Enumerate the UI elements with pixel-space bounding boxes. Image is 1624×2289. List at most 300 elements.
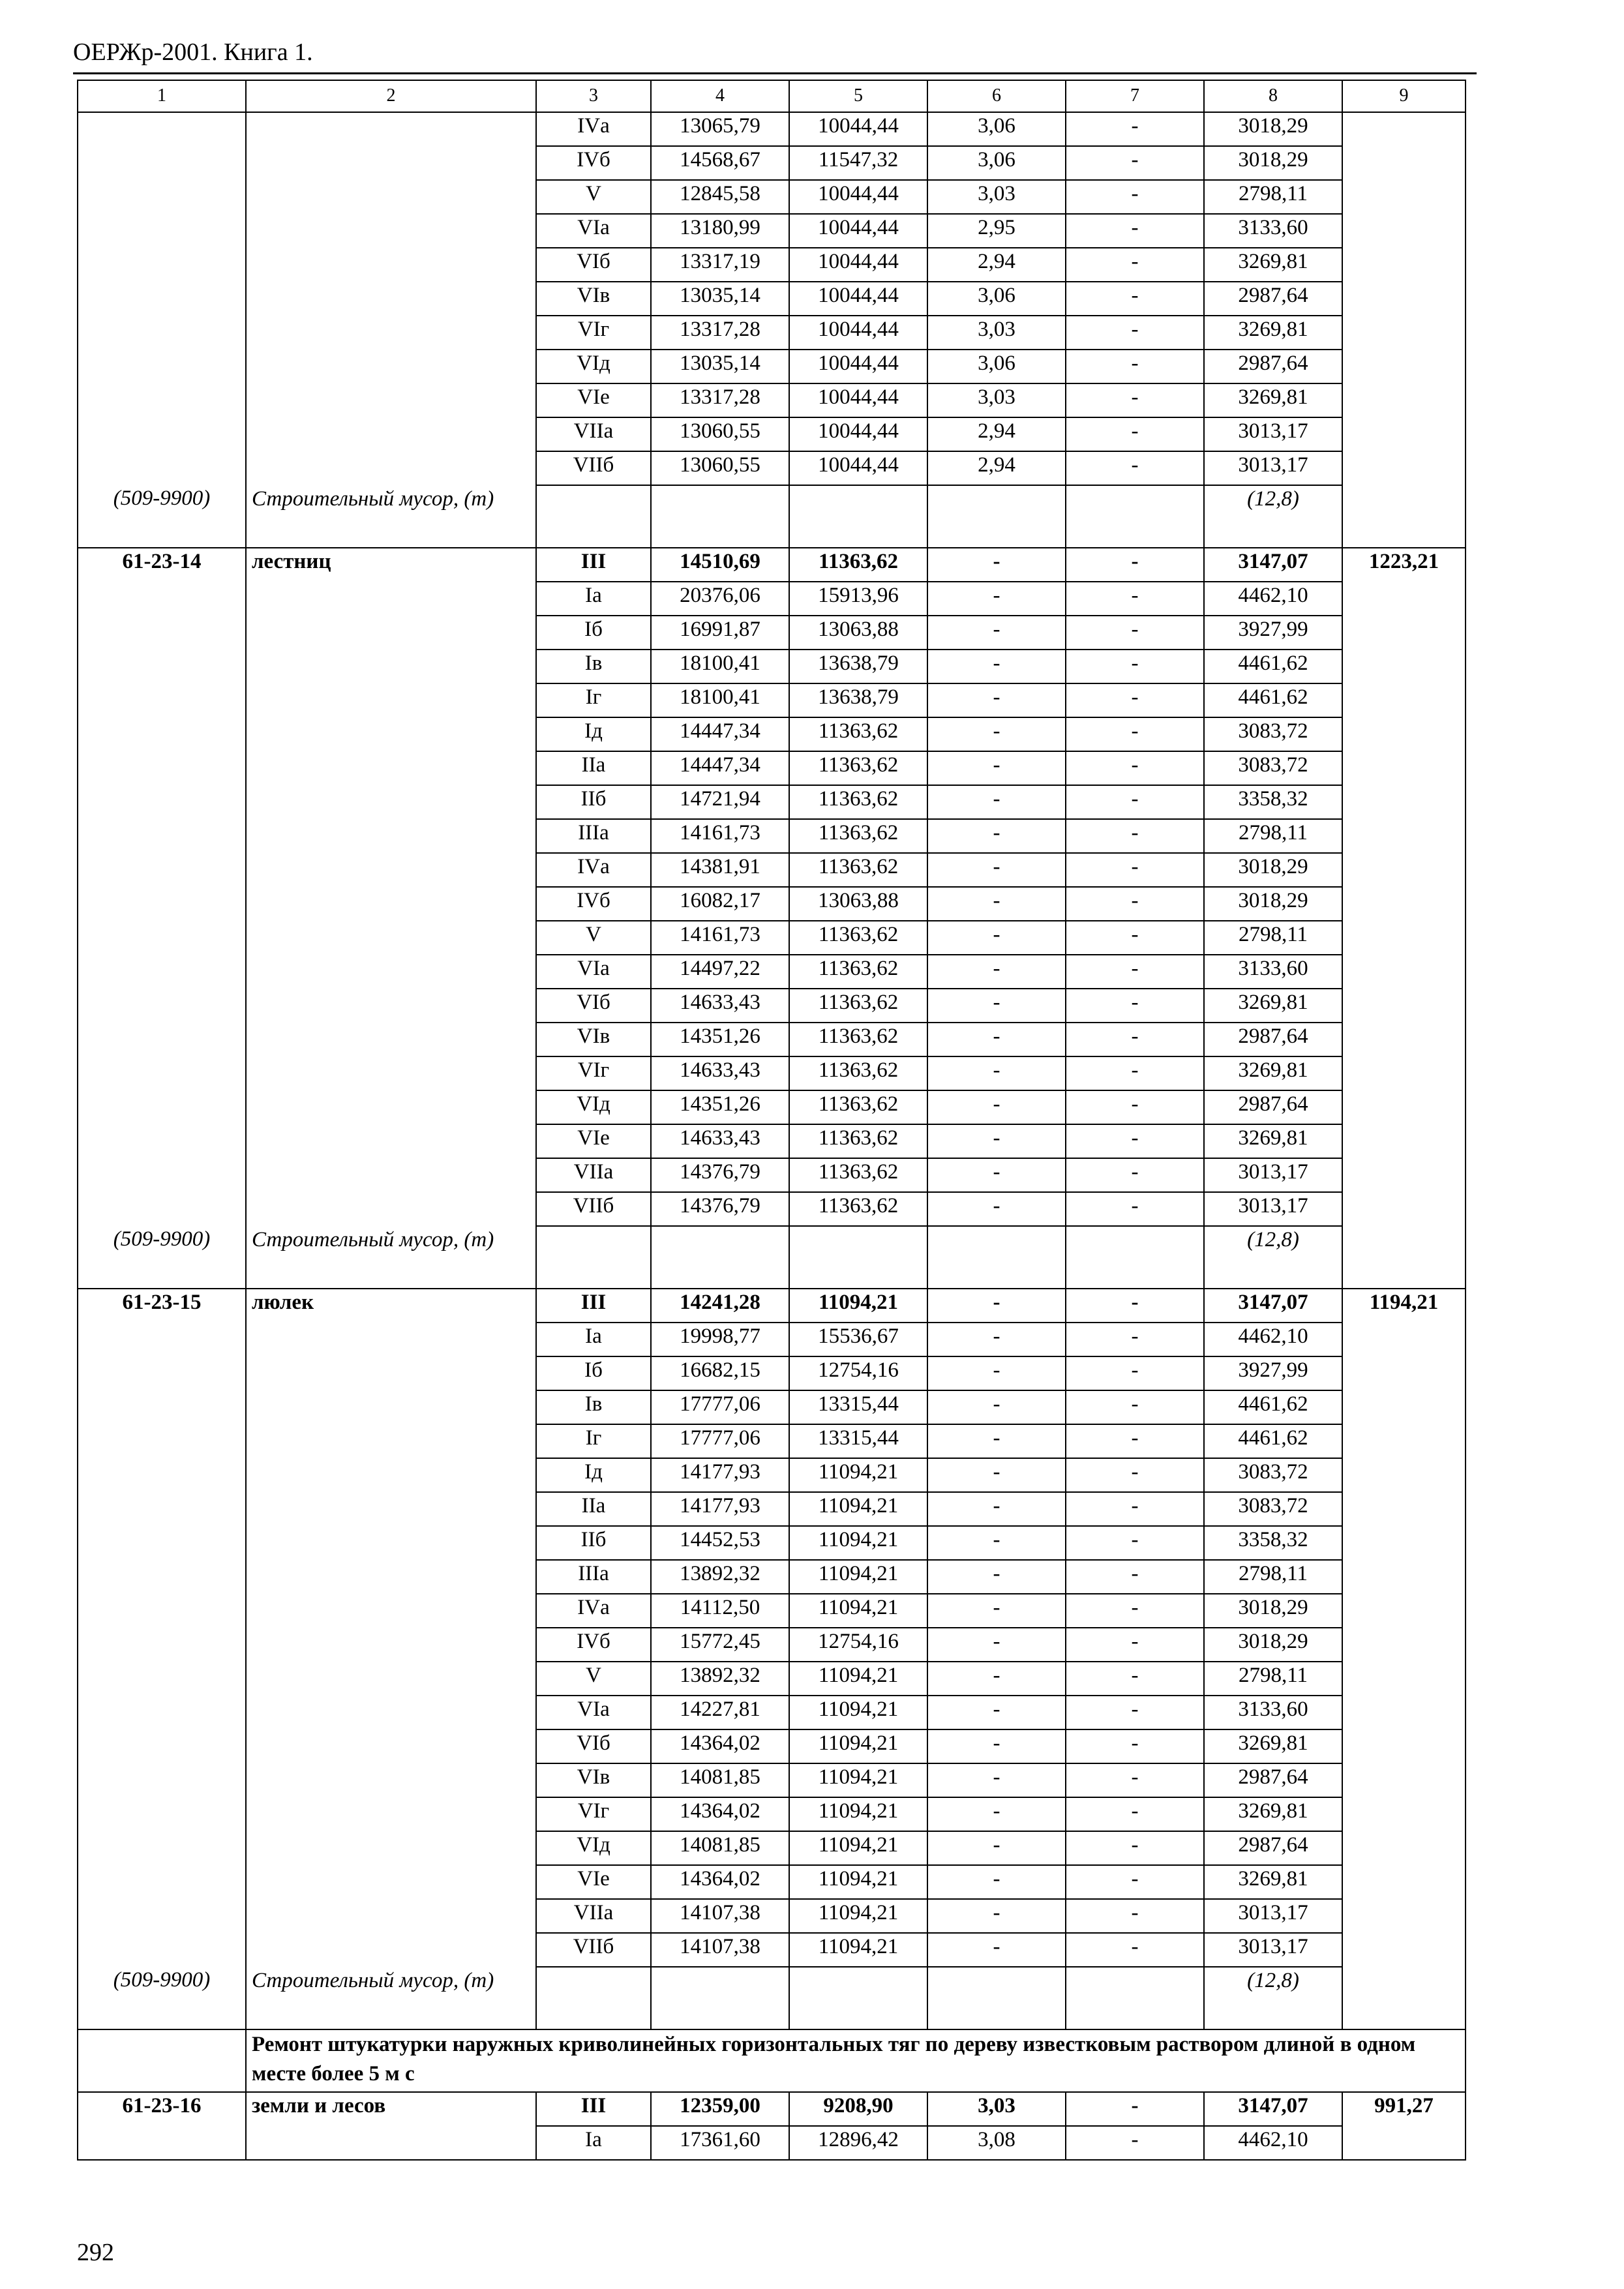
group-first-row xyxy=(78,2092,1466,2126)
cell-col-3: IIа xyxy=(536,1492,651,1526)
cell-col-5: 13063,88 xyxy=(789,887,927,921)
cell-col-6: 3,06 xyxy=(927,350,1066,383)
cell-col-7: - xyxy=(1066,146,1204,180)
cell-col-8: 3927,99 xyxy=(1204,1356,1342,1390)
cell-col-7: - xyxy=(1066,2092,1204,2126)
cell-col-7: - xyxy=(1066,785,1204,819)
cell-col-7: - xyxy=(1066,451,1204,485)
cell-col-3: VIг xyxy=(536,1797,651,1831)
cell-col-7: - xyxy=(1066,1424,1204,1458)
cell-col-8: 2987,64 xyxy=(1204,350,1342,383)
cell-col-6: 2,95 xyxy=(927,214,1066,248)
cell-col-7: - xyxy=(1066,316,1204,350)
cell-col-5: 11363,62 xyxy=(789,819,927,853)
cell-col-8: 2987,64 xyxy=(1204,1763,1342,1797)
debris-row xyxy=(78,485,1466,548)
cell-col-5: 10044,44 xyxy=(789,417,927,451)
cell-col-5: 15913,96 xyxy=(789,582,927,616)
debris-name: Строительный мусор, (т) xyxy=(246,485,536,548)
group-first-row xyxy=(78,1289,1466,1323)
cell-col-4: 14447,34 xyxy=(651,717,789,751)
cell-col-4: 14161,73 xyxy=(651,819,789,853)
cell-col-8: 3147,07 xyxy=(1204,1289,1342,1323)
cell-col-8: 3013,17 xyxy=(1204,1158,1342,1192)
cell-col-6: - xyxy=(927,921,1066,955)
cell-col-5: 15536,67 xyxy=(789,1323,927,1356)
cell-col-8: 3013,17 xyxy=(1204,1933,1342,1967)
cell-col-6: - xyxy=(927,1729,1066,1763)
cell-col-7: - xyxy=(1066,887,1204,921)
code-cell xyxy=(78,112,246,485)
cell-col-6: - xyxy=(927,989,1066,1023)
cell-col-4: 13060,55 xyxy=(651,417,789,451)
cell-col-7: - xyxy=(1066,1158,1204,1192)
cell-col-5: 11363,62 xyxy=(789,1023,927,1056)
cell-col-4: 13035,14 xyxy=(651,282,789,316)
cell-col-3: VIг xyxy=(536,316,651,350)
group-first-row xyxy=(78,548,1466,582)
cell-col-3: VIб xyxy=(536,989,651,1023)
cell-col-7: - xyxy=(1066,1696,1204,1729)
cell-col-7: - xyxy=(1066,1865,1204,1899)
cell-col-8: 3269,81 xyxy=(1204,316,1342,350)
cell-col-6: - xyxy=(927,1797,1066,1831)
cell-col-5: 13638,79 xyxy=(789,650,927,683)
section-row xyxy=(78,2029,1466,2092)
total-cell xyxy=(1342,112,1466,548)
cell-col-4: 14177,93 xyxy=(651,1492,789,1526)
cell-col-7: - xyxy=(1066,1899,1204,1933)
cell-col-4: 18100,41 xyxy=(651,650,789,683)
cell-col-4: 14376,79 xyxy=(651,1158,789,1192)
work-name-cell: люлек xyxy=(246,1289,536,1967)
cell-col-4: 16991,87 xyxy=(651,616,789,650)
cell-col-8: 4461,62 xyxy=(1204,683,1342,717)
cell-col-7: - xyxy=(1066,282,1204,316)
cell-col-4: 14497,22 xyxy=(651,955,789,989)
cell-col-8: 3147,07 xyxy=(1204,2092,1342,2126)
cell-col-5: 11094,21 xyxy=(789,1560,927,1594)
cell-col-8: 2987,64 xyxy=(1204,282,1342,316)
cell-col-8: 3013,17 xyxy=(1204,1899,1342,1933)
cell-col-8: 3358,32 xyxy=(1204,785,1342,819)
cell-col-6: - xyxy=(927,717,1066,751)
cell-col-6: - xyxy=(927,582,1066,616)
cell-col-8: 3269,81 xyxy=(1204,248,1342,282)
cell-col-3: III xyxy=(536,2092,651,2126)
work-name-cell: земли и лесов xyxy=(246,2092,536,2160)
cell-col-6: 3,03 xyxy=(927,180,1066,214)
cell-col-5: 10044,44 xyxy=(789,180,927,214)
cell-col-7: - xyxy=(1066,1458,1204,1492)
cell-col-3: VIг xyxy=(536,1056,651,1090)
cell-col-5: 10044,44 xyxy=(789,248,927,282)
cell-col-3: IVб xyxy=(536,1628,651,1662)
cell-col-7: - xyxy=(1066,1390,1204,1424)
cell-col-5: 11094,21 xyxy=(789,1729,927,1763)
cell-col-7: - xyxy=(1066,1492,1204,1526)
cell-col-8: 3133,60 xyxy=(1204,214,1342,248)
cell-col-5: 11094,21 xyxy=(789,1662,927,1696)
cell-col-3: VIа xyxy=(536,955,651,989)
cell-col-3: Iд xyxy=(536,717,651,751)
cell-col-7: - xyxy=(1066,350,1204,383)
cell-col-4: 18100,41 xyxy=(651,683,789,717)
cell-col-6: - xyxy=(927,1158,1066,1192)
cell-col-3: IVб xyxy=(536,887,651,921)
cell-col-5: 10044,44 xyxy=(789,112,927,146)
cell-col-5: 11363,62 xyxy=(789,785,927,819)
cell-col-8: 3133,60 xyxy=(1204,955,1342,989)
cell-col-6: - xyxy=(927,616,1066,650)
cell-col-4: 14161,73 xyxy=(651,921,789,955)
code-cell: 61-23-15 xyxy=(78,1289,246,1967)
cell-col-5 xyxy=(789,1226,927,1289)
cell-col-3: VIв xyxy=(536,1763,651,1797)
cell-col-3: VIд xyxy=(536,1831,651,1865)
cell-col-6: - xyxy=(927,1056,1066,1090)
cell-col-3: IVа xyxy=(536,853,651,887)
cell-col-3: VIд xyxy=(536,350,651,383)
cell-col-5: 11094,21 xyxy=(789,1797,927,1831)
cell-col-3: Iг xyxy=(536,1424,651,1458)
cell-col-3: VIа xyxy=(536,214,651,248)
cell-col-7: - xyxy=(1066,1831,1204,1865)
cell-col-5: 11363,62 xyxy=(789,989,927,1023)
cell-col-8: 3013,17 xyxy=(1204,417,1342,451)
cell-col-3: IIб xyxy=(536,785,651,819)
cell-col-6: - xyxy=(927,1458,1066,1492)
cell-col-5: 11094,21 xyxy=(789,1458,927,1492)
cell-col-5: 11363,62 xyxy=(789,548,927,582)
debris-code: (509-9900) xyxy=(78,1967,246,2029)
cell-col-7: - xyxy=(1066,1023,1204,1056)
column-number: 1 xyxy=(78,80,246,112)
cell-col-4: 17777,06 xyxy=(651,1390,789,1424)
cell-col-8: 3018,29 xyxy=(1204,1628,1342,1662)
cell-col-3: VIIб xyxy=(536,451,651,485)
cell-col-4: 14107,38 xyxy=(651,1899,789,1933)
cell-col-5: 11363,62 xyxy=(789,1192,927,1226)
cell-col-4 xyxy=(651,1226,789,1289)
cell-col-3: V xyxy=(536,180,651,214)
cell-col-8: 3013,17 xyxy=(1204,451,1342,485)
cell-col-5: 10044,44 xyxy=(789,214,927,248)
cell-col-6: 3,03 xyxy=(927,2092,1066,2126)
debris-name: Строительный мусор, (т) xyxy=(246,1226,536,1289)
cell-col-6: - xyxy=(927,1560,1066,1594)
cell-col-4: 17777,06 xyxy=(651,1424,789,1458)
cell-col-3: IVб xyxy=(536,146,651,180)
work-name-cell: лестниц xyxy=(246,548,536,1226)
cell-col-4: 14177,93 xyxy=(651,1458,789,1492)
cell-col-8: 4462,10 xyxy=(1204,582,1342,616)
cell-col-7: - xyxy=(1066,383,1204,417)
cell-col-5 xyxy=(789,485,927,548)
cell-col-4: 14721,94 xyxy=(651,785,789,819)
cell-col-4: 16682,15 xyxy=(651,1356,789,1390)
cell-col-3: IIа xyxy=(536,751,651,785)
cell-col-6: - xyxy=(927,853,1066,887)
cell-col-7: - xyxy=(1066,1560,1204,1594)
cell-col-3: V xyxy=(536,1662,651,1696)
cell-col-6: - xyxy=(927,1865,1066,1899)
cell-col-5: 11094,21 xyxy=(789,1831,927,1865)
cell-col-7: - xyxy=(1066,921,1204,955)
table-row xyxy=(78,112,1466,146)
cell-col-8: 3083,72 xyxy=(1204,751,1342,785)
cell-col-4: 14227,81 xyxy=(651,1696,789,1729)
column-number-row xyxy=(78,80,1466,112)
section-spacer xyxy=(78,2029,246,2092)
cell-col-3: V xyxy=(536,921,651,955)
cell-col-6 xyxy=(927,1967,1066,2029)
cell-col-4: 13060,55 xyxy=(651,451,789,485)
cell-col-3: Iг xyxy=(536,683,651,717)
cell-col-4: 14376,79 xyxy=(651,1192,789,1226)
cell-col-5: 11094,21 xyxy=(789,1933,927,1967)
cell-col-5: 9208,90 xyxy=(789,2092,927,2126)
cell-col-7: - xyxy=(1066,650,1204,683)
cell-col-5: 10044,44 xyxy=(789,350,927,383)
cell-col-6: 3,03 xyxy=(927,383,1066,417)
cell-col-3: IVа xyxy=(536,112,651,146)
cell-col-6: - xyxy=(927,1831,1066,1865)
code-cell: 61-23-16 xyxy=(78,2092,246,2160)
cell-col-3: IIб xyxy=(536,1526,651,1560)
cell-col-4: 13065,79 xyxy=(651,112,789,146)
cell-col-6: - xyxy=(927,1124,1066,1158)
cell-col-5 xyxy=(789,1967,927,2029)
cell-col-3: VIIа xyxy=(536,417,651,451)
column-number: 9 xyxy=(1342,80,1466,112)
cell-col-3: VIд xyxy=(536,1090,651,1124)
cell-col-4 xyxy=(651,485,789,548)
cell-col-5: 11363,62 xyxy=(789,751,927,785)
debris-row xyxy=(78,1226,1466,1289)
cell-col-3: VIе xyxy=(536,1865,651,1899)
cell-col-6: 3,06 xyxy=(927,112,1066,146)
cell-col-4: 14364,02 xyxy=(651,1865,789,1899)
cell-col-5: 10044,44 xyxy=(789,383,927,417)
debris-qty: (12,8) xyxy=(1204,1967,1342,2029)
cell-col-5: 10044,44 xyxy=(789,316,927,350)
column-number: 5 xyxy=(789,80,927,112)
cell-col-8: 3018,29 xyxy=(1204,887,1342,921)
cell-col-6: 2,94 xyxy=(927,248,1066,282)
cell-col-7: - xyxy=(1066,1594,1204,1628)
cell-col-8: 3269,81 xyxy=(1204,1124,1342,1158)
cell-col-6: - xyxy=(927,1390,1066,1424)
cell-col-7: - xyxy=(1066,1124,1204,1158)
cell-col-5: 11363,62 xyxy=(789,717,927,751)
cell-col-5: 12896,42 xyxy=(789,2126,927,2160)
cell-col-8: 3083,72 xyxy=(1204,1492,1342,1526)
column-number: 2 xyxy=(246,80,536,112)
cell-col-8: 3133,60 xyxy=(1204,1696,1342,1729)
cell-col-4: 14364,02 xyxy=(651,1797,789,1831)
cell-col-8: 2798,11 xyxy=(1204,819,1342,853)
cell-col-7: - xyxy=(1066,214,1204,248)
cell-col-3: VIIа xyxy=(536,1158,651,1192)
cell-col-8: 3269,81 xyxy=(1204,383,1342,417)
cell-col-6: - xyxy=(927,1594,1066,1628)
cell-col-8: 3269,81 xyxy=(1204,1797,1342,1831)
cell-col-3: VIб xyxy=(536,248,651,282)
cell-col-3: Iв xyxy=(536,1390,651,1424)
cell-col-4: 14633,43 xyxy=(651,989,789,1023)
cell-col-7: - xyxy=(1066,417,1204,451)
cell-col-8: 3147,07 xyxy=(1204,548,1342,582)
cell-col-7: - xyxy=(1066,1192,1204,1226)
cell-col-5: 13315,44 xyxy=(789,1390,927,1424)
cell-col-7: - xyxy=(1066,616,1204,650)
debris-code: (509-9900) xyxy=(78,485,246,548)
cell-col-3: VIв xyxy=(536,1023,651,1056)
cell-col-6: - xyxy=(927,1424,1066,1458)
cell-col-7: - xyxy=(1066,683,1204,717)
cell-col-4: 14112,50 xyxy=(651,1594,789,1628)
cell-col-5: 11094,21 xyxy=(789,1696,927,1729)
cell-col-4: 13892,32 xyxy=(651,1662,789,1696)
cell-col-3: Iа xyxy=(536,582,651,616)
cell-col-8: 3018,29 xyxy=(1204,112,1342,146)
cell-col-3: Iб xyxy=(536,616,651,650)
cell-col-3 xyxy=(536,1967,651,2029)
cell-col-7 xyxy=(1066,1967,1204,2029)
cell-col-8: 3927,99 xyxy=(1204,616,1342,650)
cell-col-6: - xyxy=(927,1090,1066,1124)
debris-code: (509-9900) xyxy=(78,1226,246,1289)
cell-col-3: VIIа xyxy=(536,1899,651,1933)
cell-col-7: - xyxy=(1066,751,1204,785)
page-number: 292 xyxy=(77,2239,114,2266)
cell-col-8: 3269,81 xyxy=(1204,1056,1342,1090)
cell-col-8: 3269,81 xyxy=(1204,1865,1342,1899)
cell-col-8: 3013,17 xyxy=(1204,1192,1342,1226)
cell-col-7: - xyxy=(1066,548,1204,582)
cell-col-6: - xyxy=(927,785,1066,819)
cell-col-7: - xyxy=(1066,1289,1204,1323)
column-number: 4 xyxy=(651,80,789,112)
cell-col-6: - xyxy=(927,683,1066,717)
cell-col-4: 13035,14 xyxy=(651,350,789,383)
cell-col-5: 11094,21 xyxy=(789,1865,927,1899)
cell-col-8: 4462,10 xyxy=(1204,1323,1342,1356)
debris-name: Строительный мусор, (т) xyxy=(246,1967,536,2029)
cell-col-6 xyxy=(927,485,1066,548)
column-number: 7 xyxy=(1066,80,1204,112)
cell-col-7: - xyxy=(1066,180,1204,214)
cell-col-6: - xyxy=(927,650,1066,683)
cell-col-4: 14633,43 xyxy=(651,1124,789,1158)
cell-col-7: - xyxy=(1066,1662,1204,1696)
cell-col-3: IVа xyxy=(536,1594,651,1628)
cell-col-6 xyxy=(927,1226,1066,1289)
cell-col-4: 14364,02 xyxy=(651,1729,789,1763)
debris-row xyxy=(78,1967,1466,2029)
cell-col-8: 2798,11 xyxy=(1204,1662,1342,1696)
cell-col-6: - xyxy=(927,1289,1066,1323)
cell-col-4: 14452,53 xyxy=(651,1526,789,1560)
cell-col-5: 11363,62 xyxy=(789,1056,927,1090)
cell-col-4: 14081,85 xyxy=(651,1763,789,1797)
cell-col-4: 14107,38 xyxy=(651,1933,789,1967)
work-name-cell xyxy=(246,112,536,485)
cell-col-6: 3,06 xyxy=(927,282,1066,316)
cell-col-5: 12754,16 xyxy=(789,1628,927,1662)
cell-col-5: 13315,44 xyxy=(789,1424,927,1458)
cell-col-6: - xyxy=(927,887,1066,921)
cell-col-5: 11363,62 xyxy=(789,853,927,887)
cell-col-3: Iб xyxy=(536,1356,651,1390)
cell-col-3: VIб xyxy=(536,1729,651,1763)
debris-qty: (12,8) xyxy=(1204,1226,1342,1289)
cell-col-5: 11094,21 xyxy=(789,1763,927,1797)
cell-col-7: - xyxy=(1066,1323,1204,1356)
cell-col-4: 12359,00 xyxy=(651,2092,789,2126)
cell-col-4: 14510,69 xyxy=(651,548,789,582)
cell-col-7: - xyxy=(1066,2126,1204,2160)
cell-col-7: - xyxy=(1066,955,1204,989)
cell-col-5: 11363,62 xyxy=(789,1158,927,1192)
cell-col-4: 14633,43 xyxy=(651,1056,789,1090)
cell-col-4: 16082,17 xyxy=(651,887,789,921)
cell-col-6: 3,03 xyxy=(927,316,1066,350)
cell-col-4: 14351,26 xyxy=(651,1090,789,1124)
cell-col-7: - xyxy=(1066,717,1204,751)
cell-col-5: 11094,21 xyxy=(789,1526,927,1560)
cell-col-7: - xyxy=(1066,1526,1204,1560)
cell-col-5: 13063,88 xyxy=(789,616,927,650)
cell-col-6: - xyxy=(927,1933,1066,1967)
cell-col-7: - xyxy=(1066,1356,1204,1390)
total-cell: 1223,21 xyxy=(1342,548,1466,1289)
cell-col-5: 11363,62 xyxy=(789,955,927,989)
cell-col-5: 11363,62 xyxy=(789,921,927,955)
cell-col-6: - xyxy=(927,1696,1066,1729)
document-header: ОЕРЖр-2001. Книга 1. xyxy=(73,38,313,66)
cell-col-4: 13892,32 xyxy=(651,1560,789,1594)
cell-col-6: - xyxy=(927,1023,1066,1056)
cell-col-4: 17361,60 xyxy=(651,2126,789,2160)
cell-col-3: VIе xyxy=(536,1124,651,1158)
cell-col-5: 11547,32 xyxy=(789,146,927,180)
cell-col-6: - xyxy=(927,1492,1066,1526)
cell-col-7: - xyxy=(1066,989,1204,1023)
cell-col-7: - xyxy=(1066,1763,1204,1797)
cell-col-4: 14568,67 xyxy=(651,146,789,180)
cell-col-8: 4461,62 xyxy=(1204,1390,1342,1424)
cell-col-8: 2987,64 xyxy=(1204,1090,1342,1124)
cell-col-3: Iа xyxy=(536,1323,651,1356)
cell-col-5: 11094,21 xyxy=(789,1289,927,1323)
cell-col-4: 13317,28 xyxy=(651,316,789,350)
cell-col-4: 14081,85 xyxy=(651,1831,789,1865)
cell-col-7: - xyxy=(1066,112,1204,146)
cell-col-8: 3269,81 xyxy=(1204,989,1342,1023)
cell-col-7: - xyxy=(1066,819,1204,853)
cell-col-4 xyxy=(651,1967,789,2029)
cell-col-3 xyxy=(536,1226,651,1289)
cell-col-8: 3083,72 xyxy=(1204,717,1342,751)
cell-col-5: 10044,44 xyxy=(789,451,927,485)
cell-col-6: - xyxy=(927,1526,1066,1560)
header-rule xyxy=(73,72,1477,74)
cell-col-4: 13317,28 xyxy=(651,383,789,417)
cell-col-8: 3018,29 xyxy=(1204,853,1342,887)
cell-col-7: - xyxy=(1066,248,1204,282)
